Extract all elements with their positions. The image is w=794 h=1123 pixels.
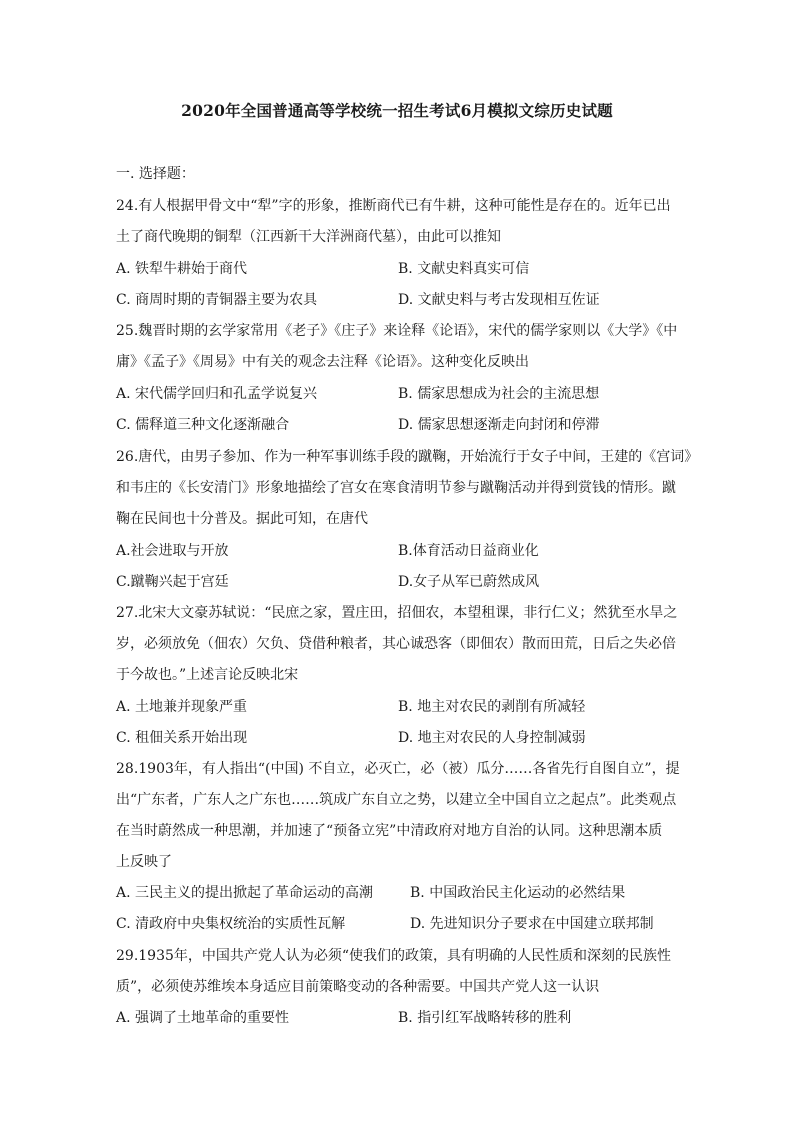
q24-stem-line-2: 土了商代晚期的铜犁（江西新干大洋洲商代墓），由此可以推知	[116, 229, 501, 245]
q24-stem-line-1: 24.有人根据甲骨文中“犁”字的形象，推断商代已有牛耕，这种可能性是存在的。近年已出	[116, 198, 671, 214]
q28-option-a: A. 三民主义的提出掀起了革命运动的高潮	[116, 885, 374, 901]
q27-option-b: B. 地主对农民的剥削有所减轻	[398, 699, 586, 715]
q28-stem-line-2: 出“广东者，广东人之广东也……筑成广东自立之势，以建立全中国自立之起点”。此类观点	[116, 792, 677, 808]
q26-option-d: D.女子从军已蔚然成风	[398, 574, 540, 590]
q24-option-c: C. 商周时期的青铜器主要为农具	[116, 292, 318, 308]
q29-stem-line-1: 29.1935年，中国共产党人认为必须“使我们的政策，具有明确的人民性质和深刻的民族性	[116, 948, 672, 964]
q26-stem-line-2: 和韦庄的《长安清门》形象地描绘了宫女在寒食清明节参与蹴鞠活动并得到赏钱的情形。蹴	[116, 480, 676, 496]
q26-option-b: B.体育活动日益商业化	[398, 543, 539, 559]
q28-stem-line-1: 28.1903年，有人指出“(中国) 不自立，必灭亡，必（被）瓜分……各省先行自图自立”，提	[116, 761, 680, 777]
q26-option-a: A.社会进取与开放	[116, 543, 229, 559]
q25-option-c: C. 儒释道三种文化逐渐融合	[116, 417, 290, 433]
q27-option-a: A. 土地兼并现象严重	[116, 699, 248, 715]
q28-option-d: D. 先进知识分子要求在中国建立联邦制	[410, 916, 654, 932]
q25-stem-line-1: 25.魏晋时期的玄学家常用《老子》《庄子》来诠释《论语》，宋代的儒学家则以《大学》《中	[116, 323, 678, 339]
q26-stem-line-1: 26.唐代，由男子参加、作为一种军事训练手段的蹴鞠，开始流行于女子中间，王建的《宫词》	[116, 449, 699, 465]
q26-option-c: C.蹴鞠兴起于宫廷	[116, 574, 229, 590]
q29-option-a: A. 强调了土地革命的重要性	[116, 1010, 290, 1026]
exam-title: 2020年全国普通高等学校统一招生考试6月模拟文综历史试题	[181, 101, 613, 120]
q25-option-a: A. 宋代儒学回归和孔孟学说复兴	[116, 386, 318, 402]
q27-option-d: D. 地主对农民的人身控制减弱	[398, 730, 586, 746]
q27-option-c: C. 租佃关系开始出现	[116, 730, 248, 746]
q27-stem-line-3: 于今故也。”上述言论反映北宋	[116, 667, 299, 683]
q28-option-b: B. 中国政治民主化运动的必然结果	[410, 885, 626, 901]
q27-stem-line-1: 27.北宋大文豪苏轼说：“民庶之家，置庄田，招佃农，本望租课，非行仁义；然犹至水旱之	[116, 605, 678, 621]
q29-stem-line-2: 质”，必须使苏维埃本身适应目前策略变动的各种需要。中国共产党人这一认识	[116, 979, 600, 995]
q28-option-c: C. 清政府中央集权统治的实质性瓦解	[116, 916, 346, 932]
q26-stem-line-3: 鞠在民间也十分普及。据此可知，在唐代	[116, 511, 368, 527]
q28-stem-line-4: 上反映了	[116, 854, 172, 870]
section-heading: 一. 选择题：	[116, 166, 195, 182]
q25-option-d: D. 儒家思想逐渐走向封闭和停滞	[398, 417, 600, 433]
q24-option-a: A. 铁犁牛耕始于商代	[116, 261, 248, 277]
q24-option-d: D. 文献史料与考古发现相互佐证	[398, 292, 600, 308]
q27-stem-line-2: 岁，必须放免（佃农）欠负、贷借种粮者，其心诚恐客（即佃农）散而田荒，日后之失必倍	[116, 636, 676, 652]
q24-option-b: B. 文献史料真实可信	[398, 261, 530, 277]
q29-option-b: B. 指引红军战略转移的胜利	[398, 1010, 572, 1026]
q28-stem-line-3: 在当时蔚然成一种思潮，并加速了“预备立宪”中清政府对地方自治的认同。这种思潮本质	[116, 823, 663, 839]
q25-stem-line-2: 庸》《孟子》《周易》中有关的观念去注释《论语》。这种变化反映出	[116, 354, 529, 370]
q25-option-b: B. 儒家思想成为社会的主流思想	[398, 386, 600, 402]
